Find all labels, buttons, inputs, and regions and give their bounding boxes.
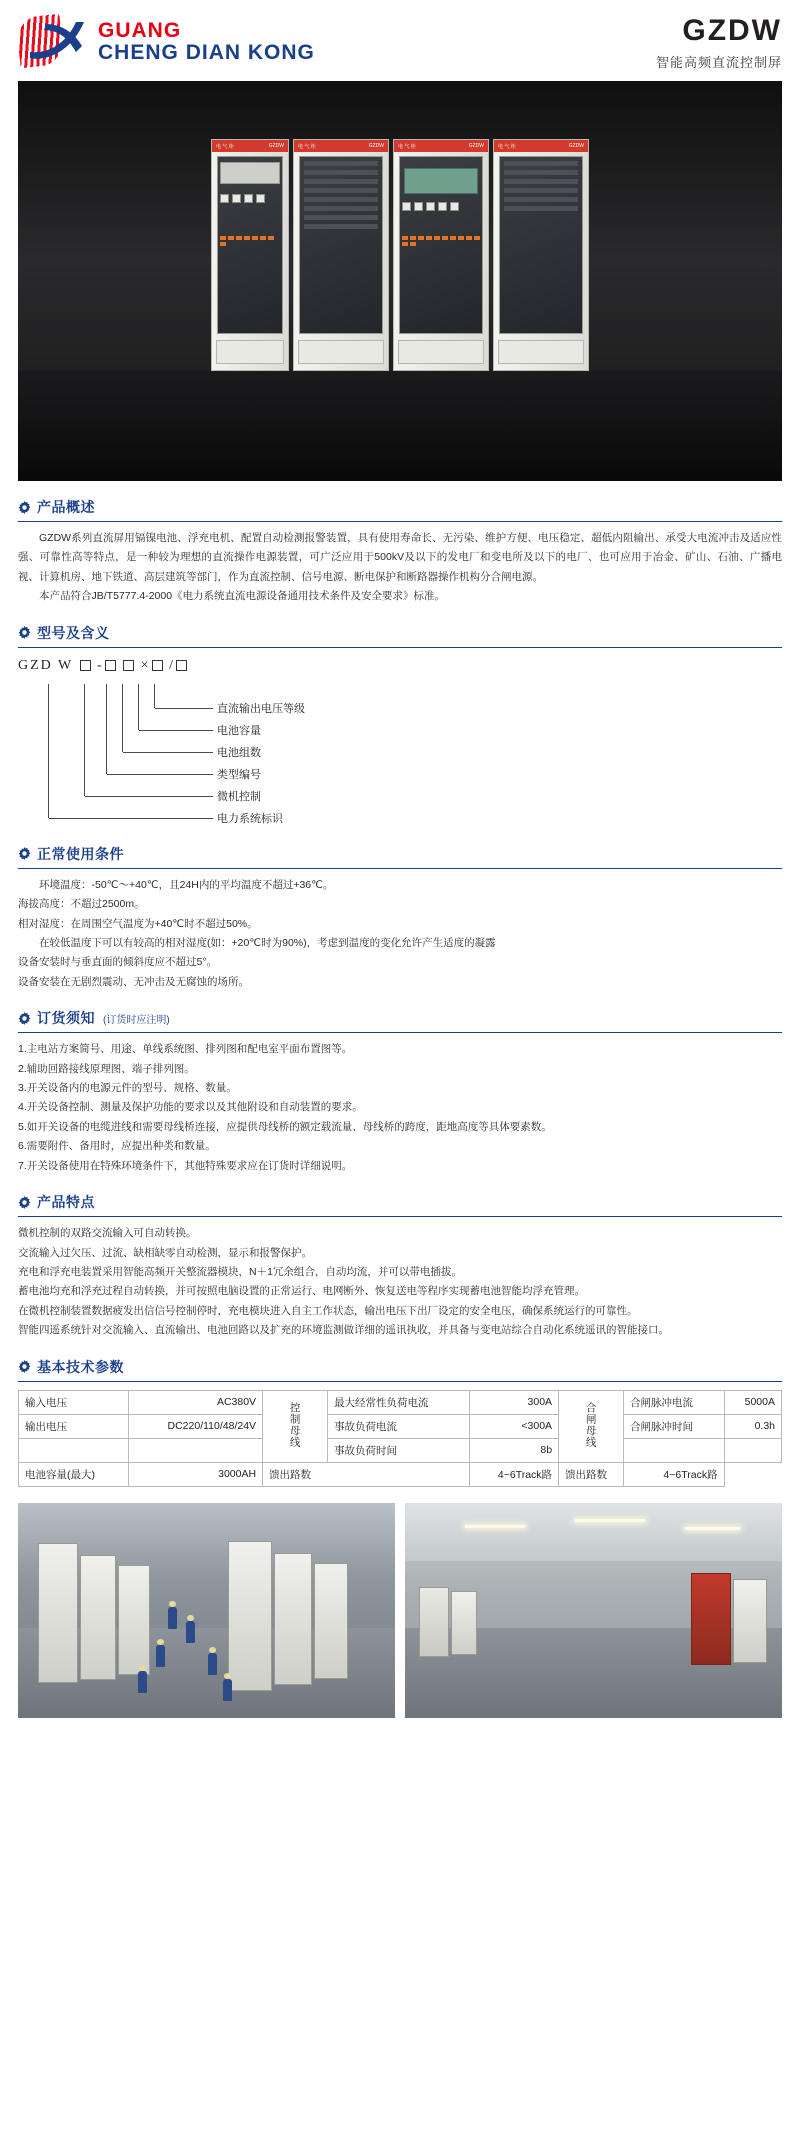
cabinet-2: 电 气 柜 GZDW <box>293 139 389 371</box>
model-code-string: GZD W - × / <box>18 658 782 674</box>
spec-left-value-3 <box>128 1438 262 1462</box>
spec-right-value-4: 4~6Track路 <box>624 1462 725 1486</box>
table-row <box>19 1414 782 1438</box>
spec-mid-label-4: 馈出路数 <box>263 1462 470 1486</box>
section-note-order: (订货时应注明) <box>103 1014 170 1026</box>
model-slot-1 <box>80 660 91 671</box>
section-overview <box>18 497 782 607</box>
model-code-w: W <box>58 657 73 673</box>
hero-product-image <box>18 81 782 481</box>
model-slot-4 <box>152 660 163 671</box>
photo-workshop-assembly <box>18 1503 395 1718</box>
title-block <box>656 14 782 71</box>
model-code-prefix: GZD <box>18 657 53 673</box>
conditions-line-3: 相对湿度：在周围空气温度为+40℃时不超过50%。 <box>18 917 258 930</box>
spec-mid-vertical: 控制母线 <box>263 1390 328 1462</box>
features-body <box>18 1224 782 1341</box>
order-item-3: 3.开关设备内的电源元件的型号、规格、数量。 <box>18 1082 237 1095</box>
features-line-6: 智能四遥系统针对交流输入、直流输出、电池回路以及扩充的环境监测做详细的遥讯执收，并具备与变电站综合自动化系统遥讯的智能接口。 <box>18 1324 669 1337</box>
conditions-line-2: 海拔高度：不超过2500m。 <box>18 898 145 911</box>
spec-right-label-3 <box>624 1438 725 1462</box>
section-conditions <box>18 844 782 993</box>
photo-factory-hall <box>405 1503 782 1718</box>
spec-right-vertical: 合闸母线 <box>559 1390 624 1462</box>
model-slot-5 <box>176 660 187 671</box>
order-item-5: 5.如开关设备的电缆进线和需要母线桥连接，应提供母线桥的额定载流量、母线桥的跨度，距地高度等具体要素数。 <box>18 1120 552 1133</box>
swoosh-icon <box>26 18 88 64</box>
cabinet-4: 电 气 柜 GZDW <box>493 139 589 371</box>
model-label-2: 电池容量 <box>217 724 261 737</box>
section-heading <box>18 844 782 869</box>
table-row <box>19 1438 782 1462</box>
model-label-3: 电池组数 <box>217 746 261 759</box>
spec-left-label-3 <box>19 1438 129 1462</box>
company-logo-icon <box>18 14 88 70</box>
page-header <box>0 0 800 81</box>
section-heading <box>18 623 782 648</box>
page-subtitle: 智能高频直流控制屏 <box>655 55 782 70</box>
spec-right-label-4: 馈出路数 <box>559 1462 624 1486</box>
cabinet-row <box>211 139 589 371</box>
model-label-5: 微机控制 <box>217 790 261 803</box>
table-row <box>19 1390 782 1414</box>
overview-paragraph-1: GZDW系列直流屏用镉镍电池、浮充电机、配置自动检测报警装置，具有使用寿命长、无污染、维护方便、电压稳定、超低内阻输出、承受大电流冲击及适应性强、可靠性高等特点，是一种较为理想的直流操作电源装置，可广泛应用于500kV及以下的发电厂和变电所及以下的电厂、也可应用于冶金、矿山、石油、广播电视、计算机房、地下铁道、高层建筑等部门，作为直流控制、信号电源、断电保护和断路器操作机构分合闸电源。 <box>18 532 782 583</box>
section-heading <box>18 1192 782 1217</box>
spec-mid-value-1: 300A <box>470 1390 559 1414</box>
section-heading <box>18 1008 782 1033</box>
spec-right-label-1: 合闸脉冲电流 <box>624 1390 725 1414</box>
cabinet-1: 电 气 柜 GZDW <box>211 139 289 371</box>
spec-left-value-1: AC380V <box>128 1390 262 1414</box>
section-heading <box>18 497 782 522</box>
section-title-specs: 基本技术参数 <box>37 1358 124 1375</box>
table-row <box>19 1462 782 1486</box>
section-order <box>18 1008 782 1176</box>
order-item-4: 4.开关设备控制、测量及保护功能的要求以及其他附设和自动装置的要求。 <box>18 1101 363 1114</box>
features-line-5: 在微机控制装置数据疲发出信信号控制停时，充电模块进入自主工作状态，输出电压下出厂设定的安全电压，确保系统运行的可靠性。 <box>18 1304 638 1317</box>
order-item-1: 1.主电站方案简号、用途、单线系统图、排列图和配电室平面布置图等。 <box>18 1043 353 1056</box>
spec-mid-label-2: 事故负荷电流 <box>328 1414 470 1438</box>
order-item-6: 6.需要附件、备用时，应提出种类和数量。 <box>18 1140 216 1153</box>
order-item-7: 7.开关设备使用在特殊环境条件下，其他特殊要求应在订货时详细说明。 <box>18 1159 353 1172</box>
spec-mid-label-3: 事故负荷时间 <box>328 1438 470 1462</box>
overview-paragraph-2: 本产品符合JB/T5777.4-2000《电力系统直流电源设备通用技术条件及安全要求》标准。 <box>39 590 446 603</box>
features-line-4: 蓄电池均充和浮充过程自动转换，并可按照电脑设置的正常运行、电网断外、恢复送电等程序实现蓄电池智能均浮充管理。 <box>18 1285 585 1298</box>
spec-left-label-1: 输入电压 <box>19 1390 129 1414</box>
conditions-line-5: 设备安装时与垂直面的倾斜度应不超过5°。 <box>18 956 218 969</box>
bottom-photo-row <box>18 1503 782 1718</box>
section-title-model: 型号及含义 <box>37 624 110 641</box>
brand-line1-red: GUANG <box>98 18 182 42</box>
features-line-2: 交流输入过欠压、过流、缺相缺零自动检测，显示和报警保护。 <box>18 1246 312 1259</box>
spec-left-label-2: 输出电压 <box>19 1414 129 1438</box>
model-label-4: 类型编号 <box>217 768 261 781</box>
leader-1 <box>154 684 305 715</box>
section-heading <box>18 1357 782 1382</box>
conditions-line-4: 在较低温度下可以有较高的相对湿度(如：+20℃时为90%)，考虑到温度的变化允许产生适度的凝露 <box>39 936 496 949</box>
specs-table <box>18 1390 782 1487</box>
model-label-6: 电力系统标识 <box>217 812 283 825</box>
spec-mid-value-3: 8b <box>470 1438 559 1462</box>
spec-mid-value-2: <300A <box>470 1414 559 1438</box>
spec-left-value-4: 3000AH <box>128 1462 262 1486</box>
spec-right-value-1: 5000A <box>724 1390 781 1414</box>
overview-body <box>18 529 782 607</box>
section-specs <box>18 1357 782 1487</box>
order-body <box>18 1040 782 1176</box>
brand-text <box>98 20 315 64</box>
gear-icon <box>18 1360 31 1373</box>
brand-line2: DIAN KONG <box>185 41 315 64</box>
brand <box>18 14 315 70</box>
spec-mid-value-4: 4~6Track路 <box>470 1462 559 1486</box>
conditions-body <box>18 876 782 993</box>
model-code-diagram <box>18 658 782 828</box>
section-model <box>18 623 782 828</box>
model-slot-3 <box>123 660 134 671</box>
spec-right-value-3 <box>724 1438 781 1462</box>
spec-right-value-2: 0.3h <box>724 1414 781 1438</box>
brand-line1-blue: CHENG <box>98 41 179 64</box>
page-title: GZDW <box>682 14 782 47</box>
section-title-overview: 产品概述 <box>37 499 95 515</box>
section-title-features: 产品特点 <box>37 1194 95 1211</box>
section-features <box>18 1192 782 1341</box>
model-slot-2 <box>105 660 116 671</box>
spec-right-label-2: 合闸脉冲时间 <box>624 1414 725 1438</box>
section-title-order: 订货须知 <box>37 1010 95 1027</box>
features-line-1: 微机控制的双路交流输入可自动转换。 <box>18 1227 197 1240</box>
conditions-line-6: 设备安装在无剧烈震动、无冲击及无腐蚀的场所。 <box>18 975 249 988</box>
gear-icon <box>18 1196 31 1209</box>
gear-icon <box>18 1012 31 1025</box>
gear-icon <box>18 847 31 860</box>
spec-left-label-4: 电池容量(最大) <box>19 1462 129 1486</box>
spec-mid-label-1: 最大经常性负荷电流 <box>328 1390 470 1414</box>
gear-icon <box>18 501 31 514</box>
section-title-conditions: 正常使用条件 <box>37 845 124 862</box>
cabinet-3: 电 气 柜 GZDW <box>393 139 489 371</box>
conditions-line-1: 环境温度：-50℃～+40℃，且24H内的平均温度不超过+36℃。 <box>39 878 334 891</box>
gear-icon <box>18 626 31 639</box>
spec-left-value-2: DC220/110/48/24V <box>128 1414 262 1438</box>
model-label-1: 直流输出电压等级 <box>217 702 305 715</box>
order-item-2: 2.辅助回路接线原理图、端子排列图。 <box>18 1062 195 1075</box>
features-line-3: 充电和浮充电装置采用智能高频开关整流器模块，N＋1冗余组合，自动均流，并可以带电插拔。 <box>18 1266 462 1279</box>
